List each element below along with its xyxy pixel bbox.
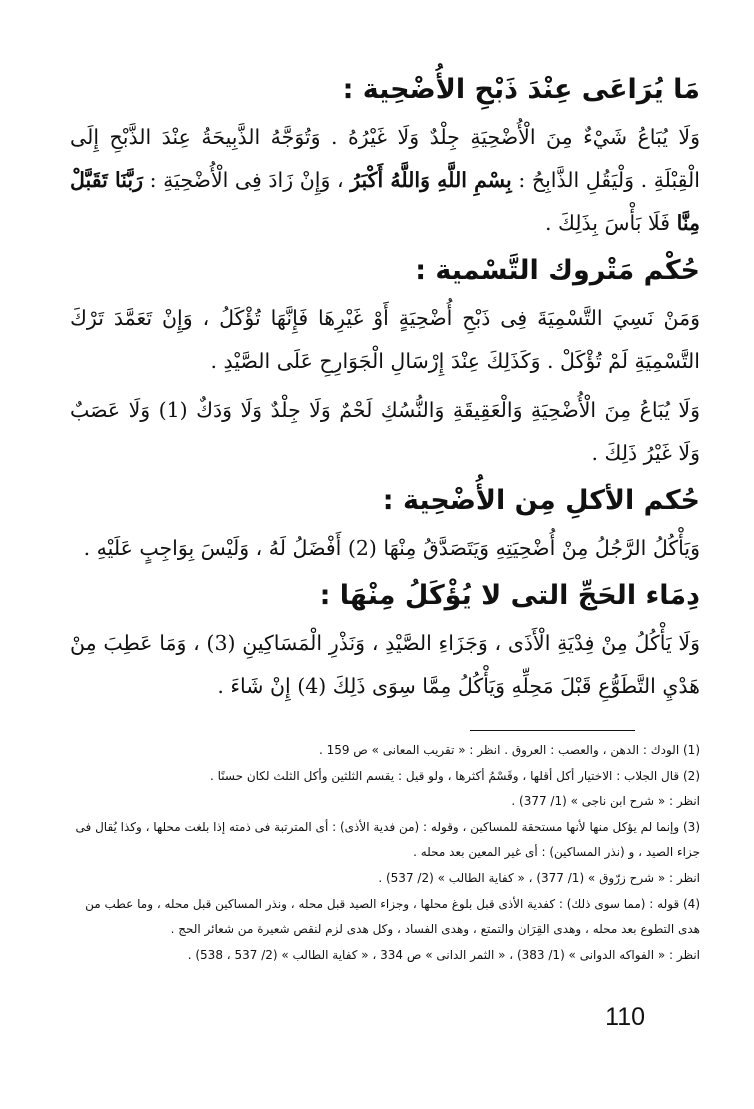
paragraph-text: فَلَا بَأْسَ بِذَلِكَ . (544, 211, 671, 235)
paragraph-no-selling: وَلَا يُبَاعُ مِنَ الْأُضْحِيَةِ وَالْعَقِيقَةِ وَالنُّسُكِ لَحْمٌ وَلَا جِلْدٌ وَلَا وَدَكٌ (1) وَلَا عَصَبٌ وَلَا غَيْرُ ذَلِكَ . (70, 398, 700, 465)
footnote-3-source: انظر : « شرح زرّوق » (1/ 377) ، « كفاية الطالب » (2/ 537) . (378, 870, 700, 885)
footnote-3: (3) وإنما لم يؤكل منها لأنها مستحقة للمساكين ، وقوله : (من فدية الأذى) : أى المترتبة فى ذمته إذا بلغت محلها ، وكذا يُقال فى جزاء الصيد ، و (نذر المساكين) : أى غير المعين بعد محله . (75, 819, 700, 860)
footnote-2-source: انظر : « شرح ابن ناجى » (1/ 377) . (511, 794, 700, 809)
footnote-4-source: انظر : « الفواكه الدوانى » (1/ 383) ، « الثمر الدانى » ص 334 ، « كفاية الطالب » (2/ 537 ، 538) . (187, 947, 700, 962)
paragraph-hajj-blood: وَلَا يَأْكُلُ مِنْ فِدْيَةِ الْأَذَى ، وَجَزَاءِ الصَّيْدِ ، وَنَذْرِ الْمَسَاكِينِ (3) ، وَمَا عَطِبَ مِنْ هَدْيِ التَّطَوُّعِ قَبْلَ مَحِلِّهِ وَيَأْكُلُ مِمَّا سِوَى ذَلِكَ (4) إِنْ شَاءَ . (70, 631, 701, 698)
paragraph-text: ، وَإِنْ زَادَ فِى الْأُضْحِيَةِ : (149, 168, 344, 192)
paragraph-text: وَلَا يُبَاعُ شَيْءٌ مِنَ الْأُضْحِيَةِ جِلْدٌ وَلَا غَيْرُهُ . وَتُوَجَّهُ الذَّبِيحَةُ عِنْدَ الذَّبْحِ إِلَى الْقِبْلَةِ . وَلْيَقُلِ الذَّابِحُ : (70, 125, 700, 192)
page-number: 110 (605, 1003, 645, 1031)
heading-udhiya-slaughter: مَا يُرَاعَى عِنْدَ ذَبْحِ الأُضْحِية : (342, 74, 700, 105)
dua-text: رَبَّنَا تَقَبَّلْ مِنَّا (70, 168, 700, 235)
paragraph-eating: وَيَأْكُلُ الرَّجُلُ مِنْ أُضْحِيَتِهِ وَيَتَصَدَّقُ مِنْهَا (2) أَفْضَلُ لَهُ ، وَلَيْسَ بِوَاجِبٍ عَلَيْهِ . (83, 536, 700, 560)
footnotes (70, 738, 700, 968)
heading-eating: حُكم الأكلِ مِن الأُضْحِية : (382, 485, 700, 516)
paragraph-tasmiya: وَمَنْ نَسِيَ التَّسْمِيَةَ فِى ذَبْحِ أُضْحِيَةٍ أَوْ غَيْرِهَا فَإِنَّهَا تُؤْكَلُ ، وَإِنْ تَعَمَّدَ تَرْكَ التَّسْمِيَةِ لَمْ تُؤْكَلْ . وَكَذَلِكَ عِنْدَ إِرْسَالِ الْجَوَارِحِ عَلَى الصَّيْدِ . (70, 306, 700, 373)
paragraph-slaughter-rules (70, 116, 700, 245)
basmala-text: بِسْمِ اللَّهِ وَاللَّهُ أَكْبَرُ (350, 168, 512, 192)
footnote-1: (1) الودك : الدهن ، والعصب : العروق . انظر : « تقريب المعانى » ص 159 . (318, 743, 700, 757)
footnote-divider (470, 730, 635, 731)
footnote-2: (2) قال الجلاب : الاختيار أكل أقلها ، وقَسْمُ أكثرها ، ولو قيل : يقسم الثلثين وأكل الثلث لكان حسنًا . (209, 768, 700, 783)
footnote-4: (4) قوله : (مما سوى ذلك) : كفدية الأذى قبل بلوغ محلها ، وجزاء الصيد قبل محله ، ونذر المساكين قبل محله ، وما عطب من هدى التطوع بعد محله ، وهدى القِرَان والتمتع ، وهدى الفساد ، وكل هدى لزم لنقص شعيرة من شعائر الحج . (85, 896, 700, 937)
heading-tasmiya: حُكْم مَتْروك التَّسْمية : (415, 255, 700, 286)
main-text (70, 70, 700, 714)
heading-hajj-blood: دِمَاء الحَجِّ التى لا يُؤْكَلُ مِنْهَا : (319, 580, 700, 611)
